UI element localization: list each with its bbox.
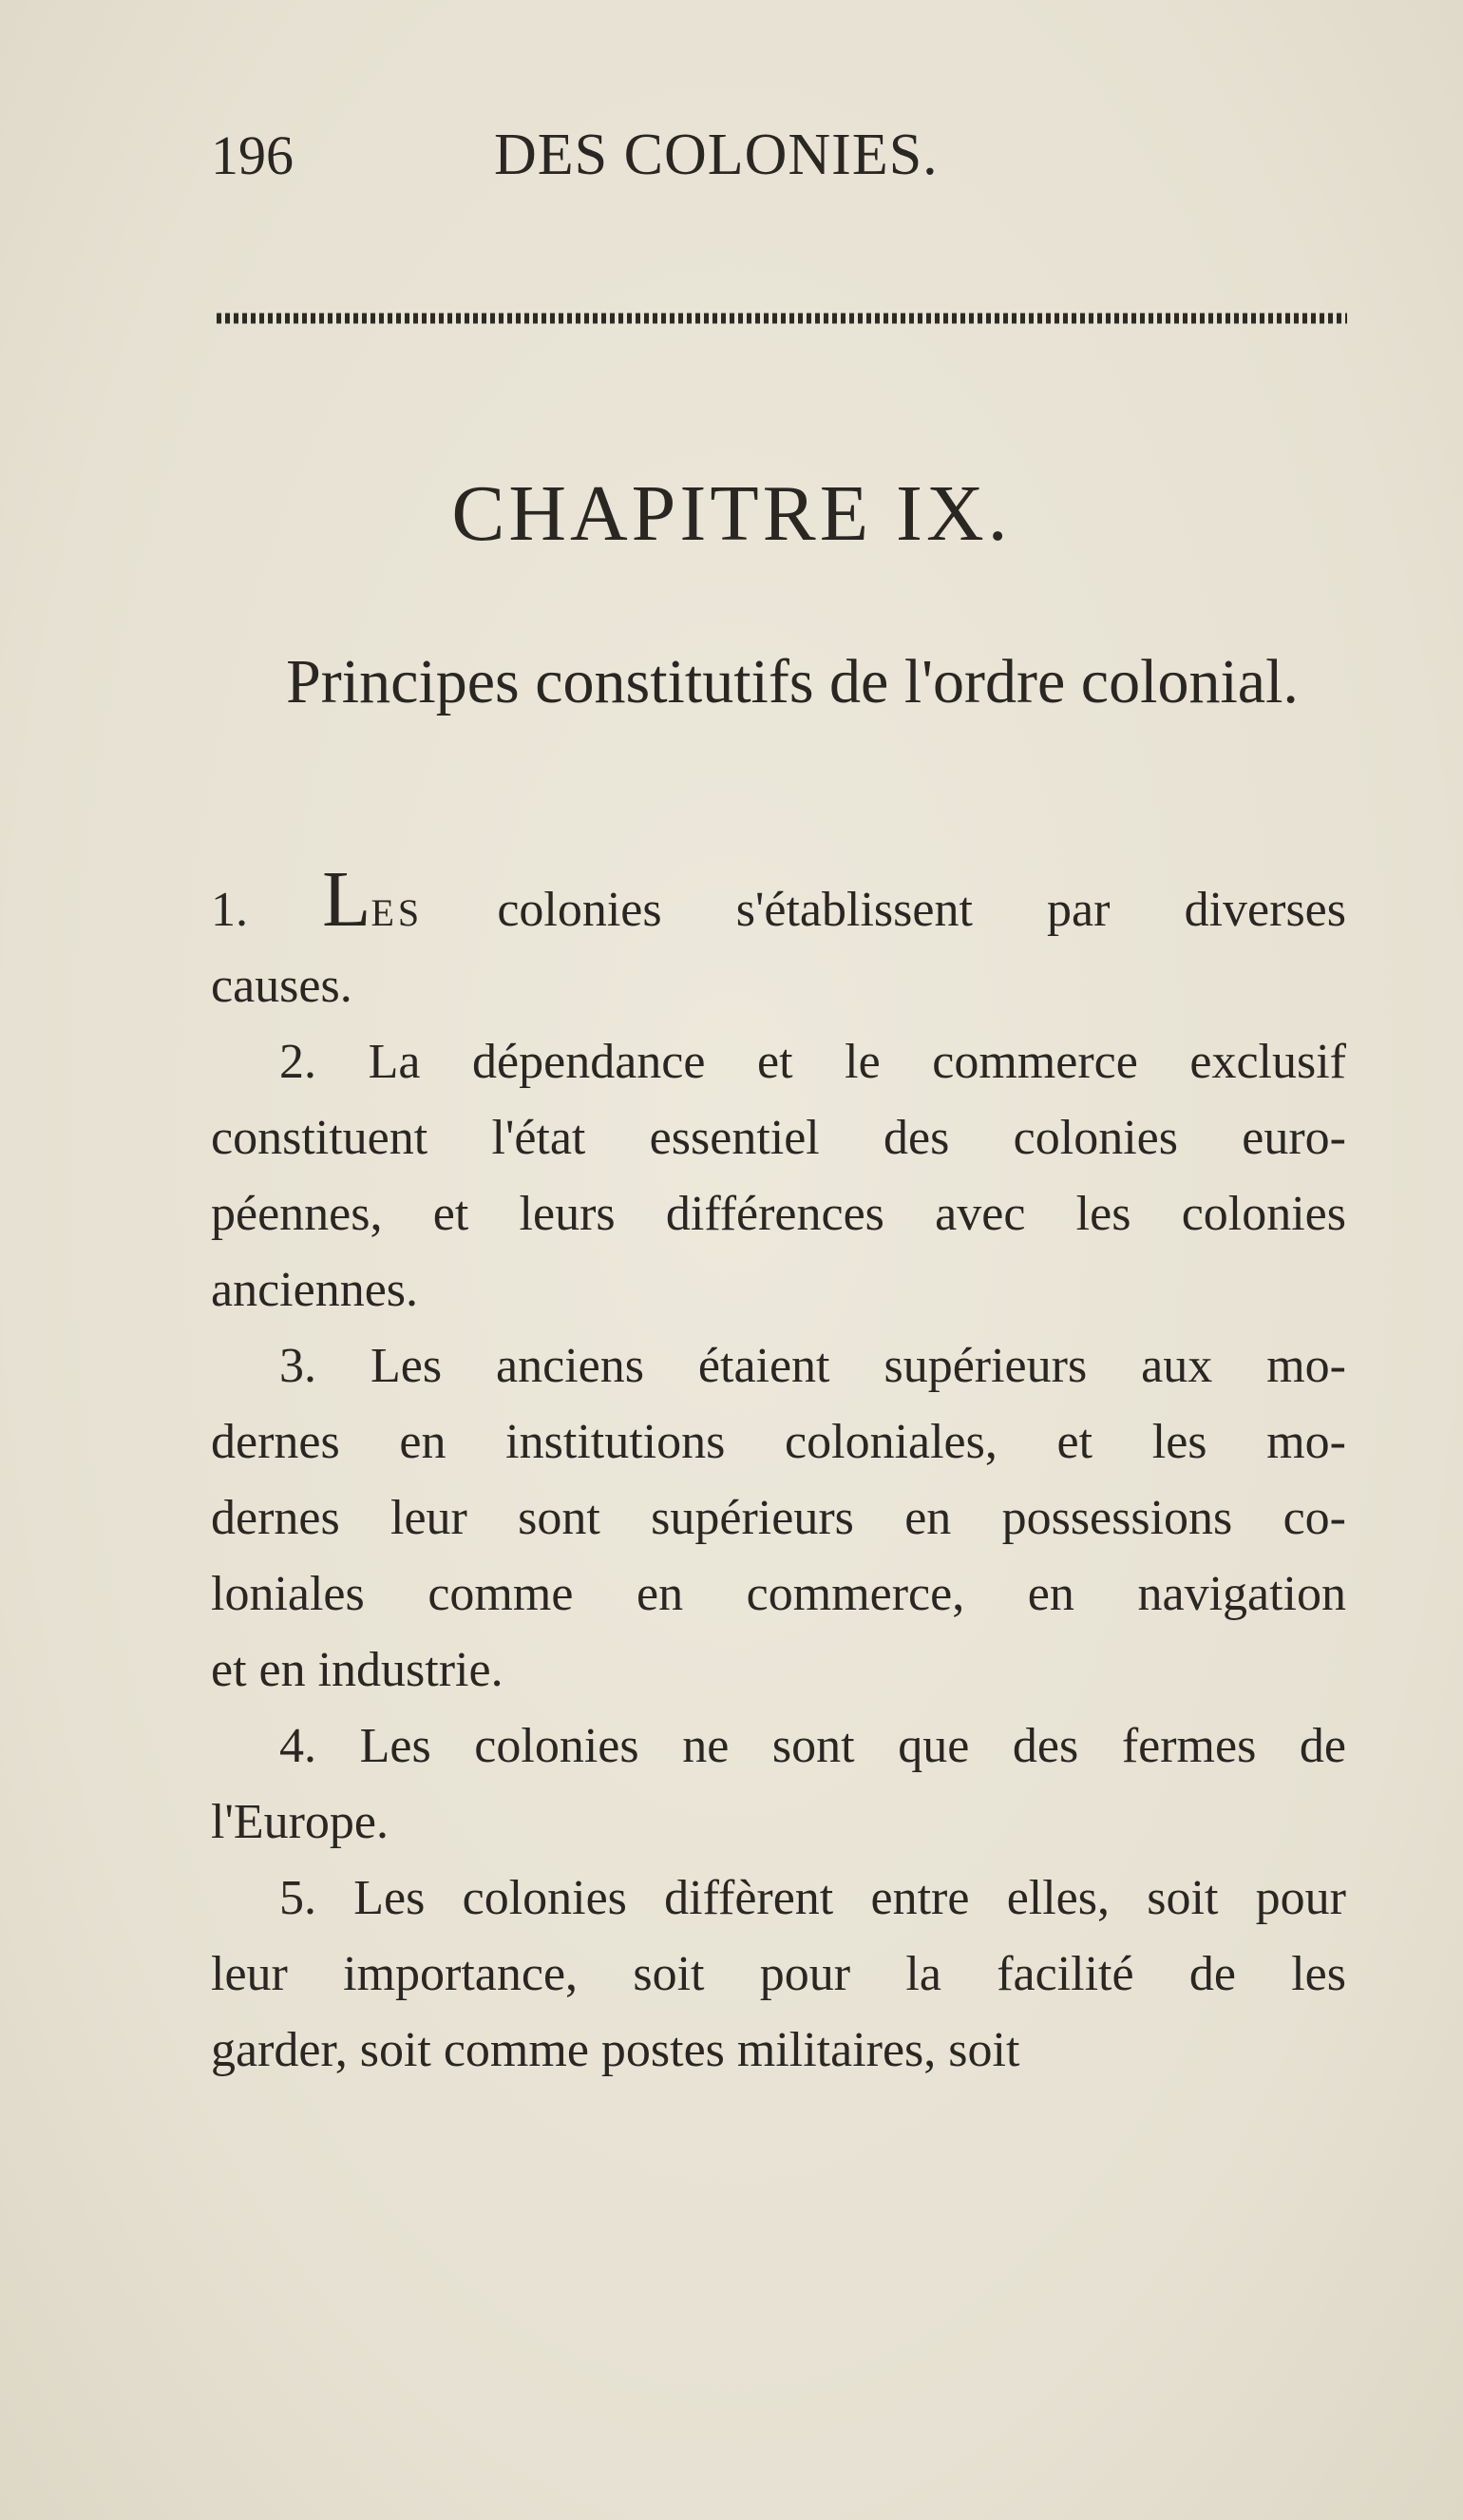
paragraph-1-line: causes.	[211, 959, 352, 1013]
ornamental-rule	[217, 310, 1347, 327]
paragraph-5-line: leur importance, soit pour la facilité de les	[211, 1947, 1346, 2001]
chapter-title: CHAPITRE IX.	[451, 469, 1012, 558]
paragraph-2-line: constituent l'état essentiel des colonies euro-	[211, 1111, 1346, 1165]
paragraph-5-line: garder, soit comme postes militaires, soit	[211, 2023, 1020, 2077]
line-text: colonies s'établissent par diverses	[423, 883, 1347, 937]
paragraph-4-line: l'Europe.	[211, 1795, 389, 1849]
running-head: DES COLONIES.	[494, 123, 939, 187]
paragraph-3-line: dernes leur sont supérieurs en possessions co-	[211, 1491, 1346, 1545]
paragraph-1-line	[211, 855, 1347, 948]
page-number: 196	[211, 124, 294, 186]
drop-cap: L	[322, 855, 371, 944]
small-caps: ES	[370, 891, 424, 934]
paragraph-2-line: péennes, et leurs différences avec les colonies	[211, 1187, 1346, 1241]
paragraph-4-line: 4. Les colonies ne sont que des fermes de	[279, 1719, 1346, 1773]
paragraph-2-line: 2. La dépendance et le commerce exclusif	[279, 1035, 1346, 1089]
paragraph-number: 1.	[211, 883, 248, 937]
paragraph-3-line: loniales comme en commerce, en navigation	[211, 1567, 1346, 1621]
chapter-subtitle: Principes constitutifs de l'ordre colonial.	[286, 647, 1299, 716]
paragraph-3-line: dernes en institutions coloniales, et les mo-	[211, 1415, 1346, 1469]
paragraph-3-line: 3. Les anciens étaient supérieurs aux mo-	[279, 1339, 1346, 1393]
paragraph-2-line: anciennes.	[211, 1263, 419, 1317]
paragraph-5-line: 5. Les colonies diffèrent entre elles, soit pour	[279, 1871, 1346, 1925]
body-text	[211, 855, 1347, 2089]
paragraph-3-line: et en industrie.	[211, 1643, 504, 1697]
